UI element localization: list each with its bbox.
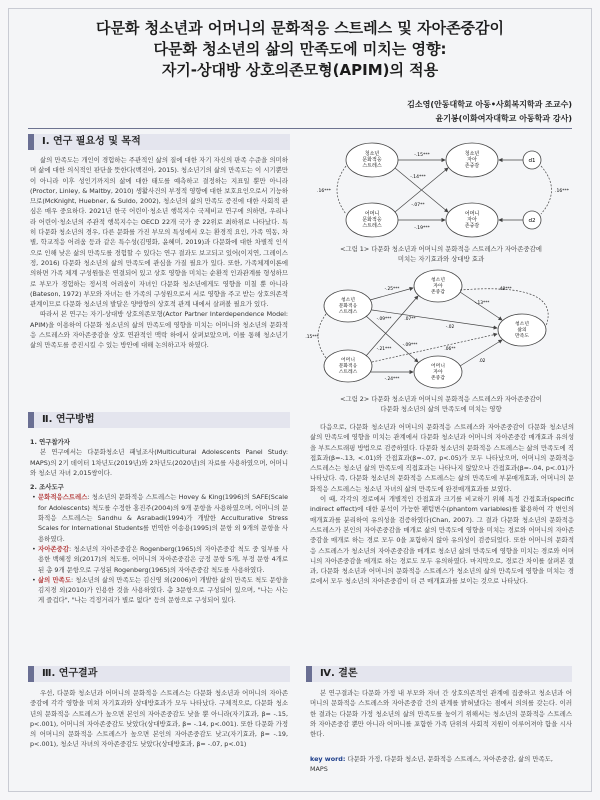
fig1-path-right-cov — [541, 166, 552, 214]
fig1-path-left-cov — [337, 166, 346, 214]
title-line-3: 자기-상대방 상호의존모형(APIM)의 적용 — [161, 61, 439, 79]
fig1-node-youth-esteem-l3: 존중감 — [464, 163, 480, 169]
fig2-node-mother-esteem-l2: 자아 — [433, 370, 443, 375]
fig1-node-youth-esteem-l2: 자아 — [467, 157, 477, 163]
instrument-item-acculturative-stress: • 문화적응스트레스: 청소년의 문화적응 스트레스는 Hovey & King(1996)의 SAFE(Scale for Adolescents) 척도를 수정한 홍진주(2004)의 9개 문항을 사용하였으며, 어머니의 문화적응 스트레스는 Sandhu & Asrabadi(1994)가 개발한 Acculturative Stress Scales for International Students를 번역한 이송용(1995)의 문항 외 9개의 문항을 사용하였다. — [32, 493, 288, 543]
instrument-item-self-esteem: • 자아존중감: 청소년의 자아존중감은 Rogenberg(1965)의 자아존중감 척도 중 일부를 사용한 백혜정 외(2017)의 척도를, 어머니의 자아존중감은 긍정 문항 5개, 부정 문항 4개로 된 총 9개 문항으로 구성된 Rogenberg(1965)의 자아존중감 척도를 사용하였다. — [32, 544, 288, 574]
fig1-node-youth-stress-l2: 문화적응 — [362, 157, 382, 163]
fig1-node-youth-stress-l3: 스트레스 — [362, 163, 382, 169]
fig2-node-youth-esteem-l1: 청소년 — [431, 278, 445, 283]
instrument-label: 자아존중감 — [38, 544, 70, 553]
fig2-coef-11: .15*** — [305, 335, 319, 340]
fig2-coef-6: -.02 — [445, 325, 455, 330]
methods-text — [30, 433, 288, 606]
fig2-coef-10: .02 — [478, 359, 486, 364]
fig1-coef-diag-2: -.07** — [411, 203, 425, 208]
keywords-label: key word: — [310, 755, 346, 763]
instrument-label: 문화적응스트레스 — [38, 493, 88, 502]
section-heading-conclusion: Ⅳ. 결론 — [306, 666, 572, 682]
section-heading-results: Ⅲ. 연구결과 — [28, 666, 290, 682]
fig2-coef-2: .48*** — [498, 287, 512, 292]
fig1-node-mother-stress-l3: 스트레스 — [362, 223, 382, 229]
results-paragraph-1: 우선, 다문화 청소년과 어머니의 문화적응 스트레스는 다문화 청소년과 어머니의 자아존중감에 각각 영향을 미쳐 자기효과와 상대방효과가 모두 나타났다. 구체적으로, 다문화 청소년의 문화적응 스트레스가 높으면 본인의 자아존중감도 낮을 뿐 아니라(자기효과, β= -.15, p<.001), 어머니의 자아존중감도 낮았다(상대방효과, β= -.14, p<.001). 또한 다문화 가정의 어머니의 문화적응 스트레스가 높으면 본인의 자아존중감도 낮고(자기효과, β= -.19, p<.001), 청소년 자녀의 자아존중감도 낮았다(상대방효과, β= -.07, p<.01) — [30, 689, 288, 749]
fig2-node-life-satisfaction-l3: 만족도 — [515, 334, 529, 339]
figure-1-diagram — [300, 138, 582, 242]
fig2-coef-3: -.13*** — [474, 301, 490, 306]
fig2-node-youth-esteem-l2: 자아 — [433, 284, 443, 289]
intro-paragraph-2: 따라서 본 연구는 자기-상대방 상호의존모형(Actor Partner Interdependence Model: APIM)을 이용하여 다문화 청소년의 삶의 만족도에 영향을 미치는 어머니와 청소년의 문화적응 스트레스와 자아존중감을 상호 연관적인 맥락 하에서 살펴보았으며, 이를 통해 청소년기 삶의 만족도를 증진시킬 수 있는 방안에 대해 논의하고자 하였다. — [30, 310, 288, 350]
fig1-node-mother-stress-l1: 어머니 — [364, 211, 380, 217]
discussion-paragraph-2: 이 때, 각각의 경로에서 개별적인 간접효과 크기를 비교하기 위해 특정 간접효과(specific indirect effect)에 대한 분석이 가능한 팬텀변수(phantom variables)를 활용하여 각 변인의 매개효과를 분리하여 유의성을 검증하였다(Chan, 2007). 그 결과 다문화 청소년의 문화적응 스트레스가 본인의 자아존중감을 매개로 삶의 만족도에 영향을 미치는 경로와 어머니의 자아존중감을 매개로 하는 경로 모두 0을 포함하지 않아 유의성이 검증되었다. 또한 어머니의 문화적응 스트레스가 청소년의 자아존중감을 매개로 청소년 삶의 만족도에 영향을 미치는 경로와 어머니의 자아존중감을 매개로 하는 경로도 모두 유의하였다. 마지막으로, 경로간 차이를 살펴본 결과, 다문화 청소년과 어머니의 문화적응 스트레스가 청소년의 삶의 만족도에 영향을 미치는 경로에서 모두 청소년의 자아존중감이 더 큰 매개효과를 보이는 것으로 나타났다. — [310, 495, 574, 586]
fig1-coef-bottom: -.19*** — [414, 226, 430, 231]
figure-2-caption-line-1: <그림 2> 다문화 청소년과 어머니의 문화적응 스트레스와 자아존중감이 — [340, 395, 542, 403]
conclusion-text — [310, 688, 572, 739]
fig2-node-life-satisfaction-l1: 청소년 — [515, 322, 529, 327]
fig1-node-d2-label: d2 — [528, 218, 536, 224]
instrument-description: : 청소년의 문화적응 스트레스는 Hovey & King(1996)의 SAFE(Scale for Adolescents) 척도를 수정한 홍진주(2004)의 9개 문항을 사용하였으며, 어머니의 문화적응 스트레스는 Sandhu & Asrabadi(1994)가 개발한 Acculturative Stress Scales for International Students를 번역한 이송용(1995)의 문항 외 9개의 문항을 사용하였다. — [38, 493, 288, 543]
methods-subheading-instruments: 2. 조사도구 — [30, 483, 64, 492]
fig2-coef-5: .07** — [404, 317, 416, 322]
fig2-node-youth-stress-l3: 스트레스 — [338, 310, 358, 315]
methods-participants-text: 본 연구에서는 다문화청소년 패널조사(Multicultural Adolescents Panel Study: MAPS)의 2기 데이터 1차년도(2019년)와 2차년도(2020년)의 자료를 사용하였으며, 어머니와 청소년 자녀 2,015쌍이다. — [30, 448, 288, 477]
section-heading-methods: Ⅱ. 연구방법 — [28, 412, 290, 428]
results-text — [30, 688, 288, 750]
keywords — [310, 754, 572, 774]
fig2-path-left-cov — [318, 314, 326, 358]
fig1-node-youth-stress-l1: 청소년 — [364, 151, 380, 157]
title-divider — [28, 128, 572, 129]
instrument-description: : 청소년의 삶의 만족도는 김신영 외(2006)이 개발한 삶의 만족도 척도 문항을 김지경 외(2010)가 인용한 것을 사용하였다. 총 3문항으로 구성되어 있으며, "나는 사는 게 즐겁다", "나는 걱정거리가 별로 없다" 등의 문항으로 구성되어 있다. — [38, 575, 288, 605]
fig2-node-mother-esteem-l3: 존중감 — [431, 376, 445, 381]
fig2-coef-7: .06** — [444, 347, 456, 352]
fig1-coef-left: .16*** — [317, 189, 331, 194]
fig2-node-mother-stress-l3: 스트레스 — [338, 370, 358, 375]
keywords-text: 다문화 가정, 다문화 청소년, 문화적응 스트레스, 자아존중감, 삶의 만족도, MAPS — [310, 755, 553, 773]
instrument-description: : 청소년의 자아존중감은 Rogenberg(1965)의 자아존중감 척도 중 일부를 사용한 백혜정 외(2017)의 척도를, 어머니의 자아존중감은 긍정 문항 5개, 부정 문항 4개로 된 총 9개 문항으로 구성된 Rogenberg(1965)의 자아존중감 척도를 사용하였다. — [38, 544, 288, 574]
fig1-node-mother-stress-l2: 문화적응 — [362, 217, 382, 223]
author-1: 김소영(안동대학교 아동•사회복지학과 조교수) — [407, 100, 572, 109]
fig2-node-mother-esteem-l1: 어머니 — [431, 364, 445, 369]
figure-1-caption-line-2: 미치는 자기효과와 상대방 효과 — [397, 255, 485, 263]
fig2-coef-9: -.09*** — [402, 343, 418, 348]
authors — [407, 98, 572, 126]
fig1-node-mother-esteem-l3: 존중감 — [464, 223, 480, 229]
intro-paragraph-1: 삶의 만족도는 개인이 경험하는 주관적인 삶의 질에 대한 자기 자신의 판족 수준을 의미하며 삶에 대한 의식적인 판단을 뜻한다(백진아, 2015). 청소년기의 삶의 만족도는 이 시기뿐만이 아니라 이후 성인기까지의 삶에 대한 태도를 예측하고 결정하는 지표일 뿐만 아니라(Proctor, Linley, & Maltby, 2010) 생활사건의 부정적 영향에 대한 보호요인으로서 기능하므로(McKnight, Huebner, & Suldo, 2002), 청소년의 삶의 만족도 증진에 대한 사회적 관심은 매우 중요하다. 2021년 한국 어린이·청소년 행복지수 국제비교 연구에 의하면, 우리나라 어린이·청소년의 주관적 행복지수는 OECD 22개 국가 중 22위로 최하위로 나타났다. 특히 다문화 청소년의 경우, 다른 문화를 가진 부모의 특성에서 오는 환경적 요인, 가족 역동, 차별, 학교적응 어려움 등과 같은 특수성(김명화, 윤혜미, 2019)과 다문화에 대한 차별적 인식으로 인해 낮은 삶의 만족도를 경험할 수 있다는 연구 결과도 보고되고 있어(이지연, 그레이스 정, 2016) 다문화 청소년의 삶의 만족도에 관심을 가질 필요가 있다. 또한, 가족체계이론에 의하면 가족 체계 구성원들은 연결되어 있고 상호 영향을 미치는 순환적 인과관계를 형성하므로 부모가 경험하는 정서적 어려움이 자녀인 다문화 청소년에게도 영향을 미칠 뿐 아니라(Bateson, 1972) 부모와 자녀는 한 가족의 구성원으로서 서로 영향을 주고 받는 상호의존적 관계이므로 다문화 청소년의 발달은 양방향의 상호적 관계 내에서 살펴볼 필요가 있다. — [30, 156, 288, 309]
instrument-label: 삶의 만족도 — [37, 575, 71, 584]
section-heading-purpose: Ⅰ. 연구 필요성 및 목적 — [28, 134, 290, 150]
figure-2-diagram — [300, 268, 582, 392]
fig2-coef-12: -.21*** — [376, 347, 392, 352]
fig1-coef-right: .16*** — [555, 189, 569, 194]
results-discussion-text — [310, 422, 574, 587]
fig2-path-ys-me — [366, 316, 418, 362]
intro-text — [30, 155, 288, 351]
instrument-item-life-satisfaction: • 삶의 만족도: 청소년의 삶의 만족도는 김신영 외(2006)이 개발한 삶의 만족도 척도 문항을 김지경 외(2010)가 인용한 것을 사용하였다. 총 3문항으로 구성되어 있으며, "나는 사는 게 즐겁다", "나는 걱정거리가 별로 없다" 등의 문항으로 구성되어 있다. — [32, 575, 288, 605]
figure-1-caption-line-1: <그림 1> 다문화 청소년과 어머니의 문화적응 스트레스가 자아존중감에 — [340, 245, 542, 253]
title-line-1: 다문화 청소년과 어머니의 문화적응 스트레스 및 자아존중감이 — [95, 19, 505, 37]
figure-1-caption — [300, 244, 582, 264]
fig1-node-mother-esteem-l1: 어머니 — [464, 211, 480, 217]
fig1-node-mother-esteem-l2: 자아 — [467, 217, 477, 223]
conclusion-paragraph-1: 본 연구결과는 다문화 가정 내 부모와 자녀 간 상호의존적인 관계에 집중하고 청소년과 어머니의 문화적응 스트레스와 자아존중감 간의 관계를 밝혀냈다는 점에서 의의를 갖는다. 이러한 결과는 다문화 가정 청소년의 삶의 만족도를 높이기 위해서는 청소년의 문화적응 스트레스와 자아존중감 뿐만 아니라 어머니를 포함한 가족 단위의 사회적 지원이 이루어져야 함을 시사한다. — [310, 689, 572, 739]
fig1-coef-top: -.15*** — [414, 153, 430, 158]
fig1-node-youth-esteem-l1: 청소년 — [464, 151, 480, 157]
poster-title — [0, 18, 600, 81]
fig1-node-d1-label: d1 — [528, 158, 536, 164]
fig1-coef-diag-1: -.14*** — [410, 175, 426, 180]
figure-2-caption-line-2: 다문화 청소년의 삶의 만족도에 미치는 영향 — [380, 405, 502, 413]
fig2-node-youth-stress-l2: 문화적응 — [338, 304, 358, 309]
fig2-node-youth-stress-l1: 청소년 — [341, 298, 355, 303]
fig2-coef-8: -.24*** — [384, 377, 400, 382]
figure-2-caption — [300, 394, 582, 414]
fig2-node-mother-stress-l1: 어머니 — [341, 358, 355, 363]
fig2-path-ye-ls — [460, 292, 502, 320]
author-2: 윤기봉(이화여자대학교 아동학과 강사) — [435, 114, 572, 123]
fig2-node-mother-stress-l2: 문화적응 — [338, 364, 358, 369]
fig2-node-youth-esteem-l3: 존중감 — [431, 290, 445, 295]
discussion-paragraph-1: 다음으로, 다문화 청소년과 어머니의 문화적응 스트레스와 자아존중감이 다문화 청소년의 삶의 만족도에 영향을 미치는 관계에서 다문화 청소년과 어머니의 자아존중감 매개효과 유의성을 부트스트래핑 방법으로 검증하였다. 다문화 청소년의 문화적응 스트레스는 삶의 만족도에 직접효과(β=-.13, <.01)와 간접효과(β=-.07, p<.05)가 모두 나타났으며, 어머니의 문화적응 스트레스는 청소년 삶의 만족도에 직접효과는 나타나지 않았으나 간접효과(β=-.04, p<.01)가 나타났다. 즉, 다문화 청소년의 문화적응 스트레스는 삶의 만족도에 부분매개효과, 어머니의 문화적응 스트레스는 청소년 자녀의 삶의 만족도에 완전매개효과를 보였다. — [310, 423, 574, 493]
fig2-coef-4: -.09*** — [376, 317, 392, 322]
fig2-coef-1: -.25*** — [384, 287, 400, 292]
title-line-2: 다문화 청소년의 삶의 만족도에 미치는 영향: — [153, 40, 447, 58]
fig2-node-life-satisfaction-l2: 삶의 — [517, 328, 527, 333]
methods-subheading-participants: 1. 연구참가자 — [30, 438, 70, 446]
